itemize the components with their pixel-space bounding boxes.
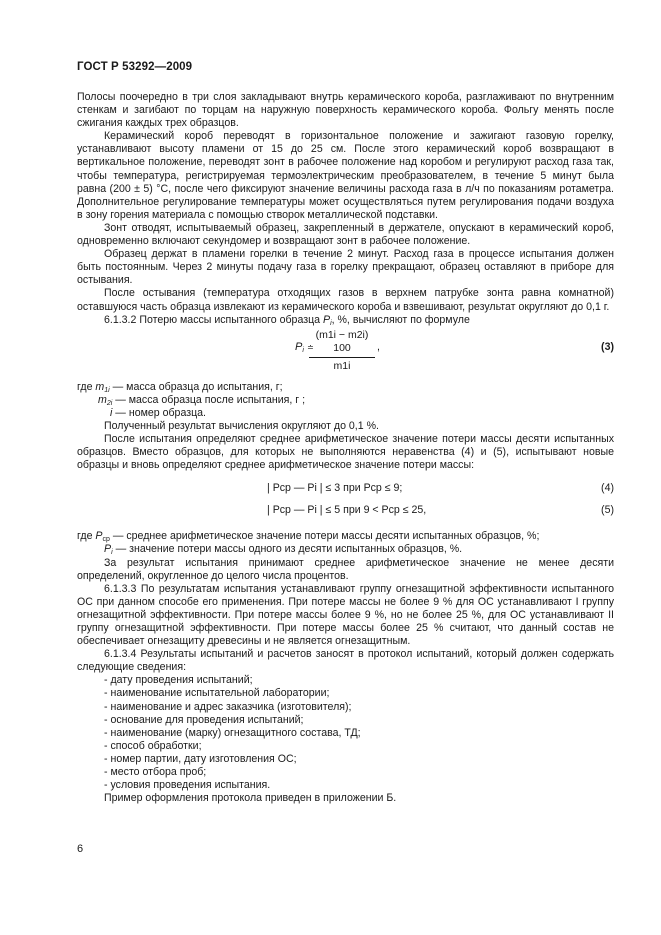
list-item: - способ обработки;	[104, 739, 202, 752]
paragraph-foil: Полосы поочередно в три слоя закладывают внутрь керамического короба, разглаживают по внутренним стенкам и загибают по торцам на наружную поверхность керамического короба. Фольгу менять после сжигания каждых трех образцов.	[77, 91, 614, 130]
definition-row: где $m_{1i}$ — масса образца до испытания, г;	[77, 380, 283, 394]
paragraph-protocol: 6.1.3.4 Результаты испытаний и расчетов заносят в протокол испытаний, который должен содержать следующие сведения:	[77, 648, 614, 674]
page-number: 6	[77, 843, 84, 855]
inequality-number: (4)	[601, 482, 614, 495]
formula-comma: ,	[377, 340, 380, 353]
inequality-expression: | Pср — Pi | ≤ 3 при Pср ≤ 9;	[267, 482, 403, 495]
list-item: - условия проведения испытания.	[104, 779, 271, 792]
paragraph-hood: Зонт отводят, испытываемый образец, закрепленный в держателе, опускают в керамический короб, одновременно включают секундомер и возвращают зонт в рабочее положение.	[77, 221, 614, 248]
formula-number: (3)	[601, 340, 614, 353]
paragraph-flame-time: Образец держат в пламени горелки в течение 2 минут. Расход газа в процессе испытания должен быть постоянным. Через 2 минуты подачу газа в горелку прекращают, образец оставляют в приборе для остывания.	[77, 248, 614, 287]
document-body	[77, 91, 614, 805]
paragraph-mass-loss-intro: 6.1.3.2 Потерю массы испытанного образца $P_i$, %, вычисляют по формуле	[104, 313, 470, 327]
paragraph-example: Пример оформления протокола приведен в приложении Б.	[104, 792, 397, 805]
list-item: - дату проведения испытаний;	[104, 674, 253, 687]
list-item: - основание для проведения испытаний;	[104, 713, 304, 726]
list-item: - место отбора проб;	[104, 766, 207, 779]
list-item: - наименование испытательной лаборатории;	[104, 687, 330, 700]
list-item: - номер партии, дату изготовления ОС;	[104, 752, 297, 765]
formula-3	[77, 327, 614, 381]
list-item: - наименование и адрес заказчика (изготовителя);	[104, 700, 352, 713]
paragraph-efficiency-group: 6.1.3.3 По результатам испытания устанавливают группу огнезащитной эффективности испытанного ОС при данном способе его применения. При потере массы не более 9 % для ОС устанавливают I группу огнезащитной эффективности. При потере массы более 9 %, но не более 25 %, для ОС устанавливают II группу огнезащитной эффективности. При потере массы более 25 % считают, что данный состав не обеспечивает огнезащиту древесины и не является огнезащитным.	[77, 582, 614, 648]
paragraph-cooling: После остывания (температура отходящих газов в верхнем патрубке зонта равна комнатной) оставшуюся часть образца извлекают из керамического короба и взвешивают, результат округляют до 0,1 г.	[77, 287, 614, 313]
formula-lhs: $P_i$ ≐	[295, 340, 314, 354]
formula-fraction	[309, 329, 375, 373]
definitions-average	[77, 530, 614, 556]
definition-row: где $P_{ср}$ — среднее арифметическое значение потери массы десяти испытанных образцов, %;	[77, 530, 540, 544]
definition-row: $P_i$ — значение потери массы одного из десяти испытанных образцов, %.	[104, 543, 463, 557]
definitions-mass	[77, 381, 614, 420]
protocol-list	[77, 674, 614, 792]
formula-denominator: m1i	[333, 359, 351, 372]
paragraph-average: После испытания определяют среднее арифметическое значение потери массы десяти испытанных образцов. Вместо образцов, для которых не выполняются неравенства (4) и (5), испытывают новые образцы и вновь определяют среднее арифметическое значение потери массы:	[77, 433, 614, 472]
paragraph-burner-setup: Керамический короб переводят в горизонтальное положение и зажигают газовую горелку, устанавливают высоту пламени от 15 до 25 см. После этого керамический короб возвращают в вертикальное положение, переводят зонт в рабочее положение над коробом и регулируют расход газа так, чтобы температура, регистрируемая термоэлектрическим преобразователем, в течение 5 минут была равна (200 ± 5) °С, после чего фиксируют значение величины расхода газа в л/ч по показаниям ротаметра. Дополнительное регулирование температуры может осуществляться путем регулирования подачи воздуха в зону горения материала с помощью створок металлической подставки.	[77, 130, 614, 221]
inequality-number: (5)	[601, 504, 614, 517]
paragraph-rounding: Полученный результат вычисления округляют до 0,1 %.	[104, 419, 379, 432]
definition-row: i — номер образца.	[110, 406, 206, 419]
formula-numerator: (m1i − m2i) 100	[309, 329, 375, 358]
document-header: ГОСТ Р 53292—2009	[77, 61, 193, 73]
paragraph-result: За результат испытания принимают среднее арифметическое значение не менее десяти определений, округленное до целого числа процентов.	[77, 556, 614, 582]
inequality-expression: | Pср — Pi | ≤ 5 при 9 < Pср ≤ 25,	[267, 504, 427, 517]
list-item: - наименование (марку) огнезащитного состава, ТД;	[104, 726, 361, 739]
definition-row: $m_{2i}$ — масса образца после испытания, г ;	[98, 393, 306, 407]
inequality-4	[77, 478, 614, 500]
inequality-5	[77, 500, 614, 522]
